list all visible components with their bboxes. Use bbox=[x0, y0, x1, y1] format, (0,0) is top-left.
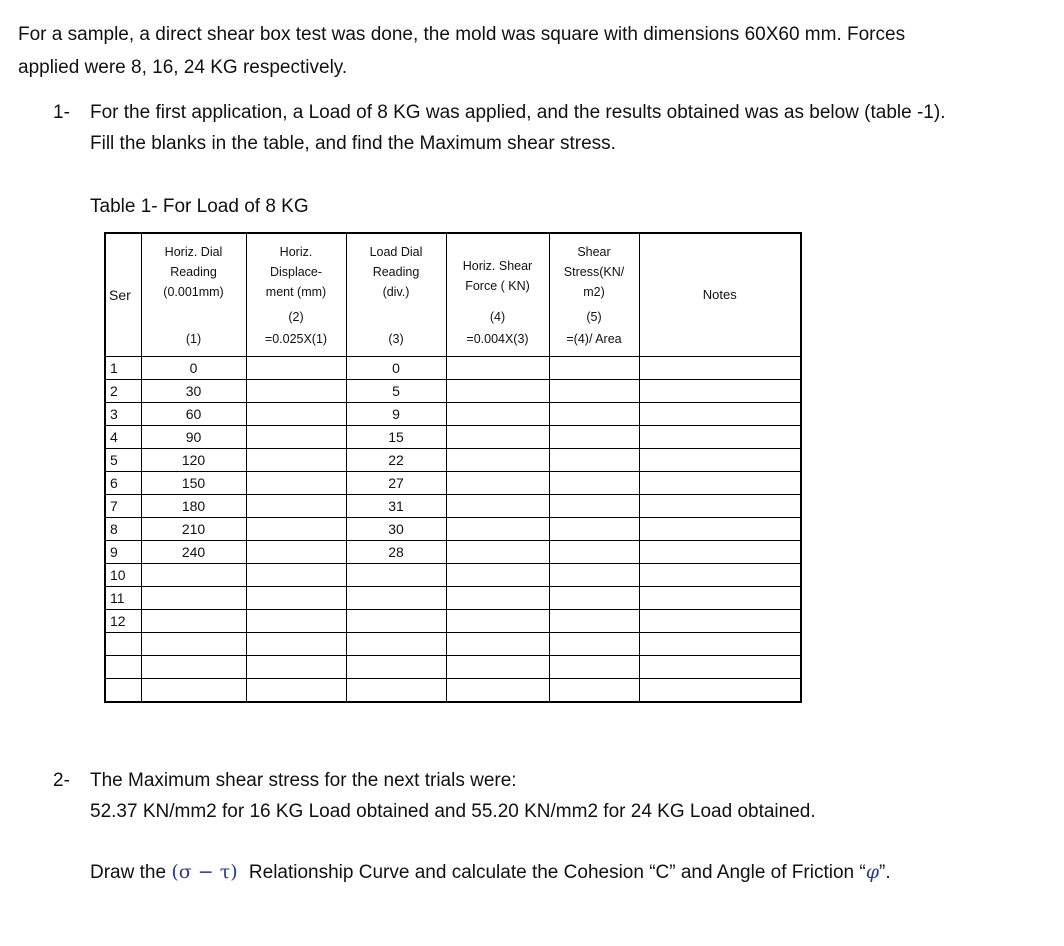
cell-ser bbox=[105, 679, 141, 703]
cell-shear-force bbox=[446, 587, 549, 610]
cell-notes bbox=[639, 403, 801, 426]
header-displacement bbox=[246, 233, 346, 357]
cell-load-dial bbox=[346, 564, 446, 587]
cell-notes bbox=[639, 541, 801, 564]
cell-load-dial bbox=[346, 679, 446, 703]
cell-load-dial: 0 bbox=[346, 357, 446, 380]
question-2-draw-instruction bbox=[90, 861, 891, 884]
header-horiz-dial-label: Horiz. Dial Reading (0.001mm) bbox=[163, 245, 224, 299]
cell-ser bbox=[105, 656, 141, 679]
cell-horiz-dial: 90 bbox=[141, 426, 246, 449]
cell-load-dial: 22 bbox=[346, 449, 446, 472]
cell-shear-force bbox=[446, 679, 549, 703]
cell-notes bbox=[639, 656, 801, 679]
cell-shear-stress bbox=[549, 449, 639, 472]
header-ser: Ser bbox=[105, 233, 141, 357]
table-row bbox=[105, 587, 801, 610]
cell-shear-force bbox=[446, 472, 549, 495]
cell-shear-force bbox=[446, 633, 549, 656]
table-caption: Table 1- For Load of 8 KG bbox=[90, 196, 309, 217]
table-row bbox=[105, 610, 801, 633]
cell-ser: 10 bbox=[105, 564, 141, 587]
cell-notes bbox=[639, 357, 801, 380]
cell-load-dial: 31 bbox=[346, 495, 446, 518]
cell-horiz-dial bbox=[141, 587, 246, 610]
cell-horiz-dial: 210 bbox=[141, 518, 246, 541]
cell-horiz-dial: 30 bbox=[141, 380, 246, 403]
cell-ser: 8 bbox=[105, 518, 141, 541]
cell-horiz-dial: 180 bbox=[141, 495, 246, 518]
phi-symbol: φ bbox=[865, 861, 879, 883]
header-shear-force bbox=[446, 233, 549, 357]
cell-shear-force bbox=[446, 541, 549, 564]
table-row bbox=[105, 449, 801, 472]
cell-notes bbox=[639, 564, 801, 587]
table-row bbox=[105, 472, 801, 495]
cell-shear-stress bbox=[549, 541, 639, 564]
header-load-dial-label: Load Dial Reading (div.) bbox=[369, 245, 423, 299]
table-row bbox=[105, 564, 801, 587]
cell-notes bbox=[639, 679, 801, 703]
header-displacement-sub: (2) bbox=[288, 310, 304, 324]
cell-displacement bbox=[246, 449, 346, 472]
cell-notes bbox=[639, 472, 801, 495]
cell-load-dial bbox=[346, 633, 446, 656]
cell-displacement bbox=[246, 564, 346, 587]
cell-displacement bbox=[246, 518, 346, 541]
question-2-line-2: 52.37 KN/mm2 for 16 KG Load obtained and 55.20 KN/mm2 for 24 KG Load obtained. bbox=[90, 801, 816, 822]
cell-horiz-dial: 60 bbox=[141, 403, 246, 426]
header-shear-stress-formula: =(4)/ Area bbox=[566, 332, 622, 346]
table-row bbox=[105, 380, 801, 403]
header-load-dial bbox=[346, 233, 446, 357]
header-shear-stress bbox=[549, 233, 639, 357]
table-row bbox=[105, 656, 801, 679]
cell-displacement bbox=[246, 357, 346, 380]
cell-ser: 1 bbox=[105, 357, 141, 380]
cell-shear-force bbox=[446, 518, 549, 541]
header-shear-force-sub: (4) bbox=[489, 310, 506, 324]
cell-ser: 7 bbox=[105, 495, 141, 518]
intro-line-2: applied were 8, 16, 24 KG respectively. bbox=[18, 57, 348, 78]
cell-load-dial: 15 bbox=[346, 426, 446, 449]
cell-notes bbox=[639, 518, 801, 541]
header-displacement-formula: =0.025X(1) bbox=[264, 332, 328, 346]
cell-displacement bbox=[246, 587, 346, 610]
cell-ser: 12 bbox=[105, 610, 141, 633]
cell-shear-force bbox=[446, 495, 549, 518]
cell-displacement bbox=[246, 495, 346, 518]
question-1-line-2: Fill the blanks in the table, and find the Maximum shear stress. bbox=[90, 133, 616, 154]
cell-displacement bbox=[246, 541, 346, 564]
draw-suffix-2: ”. bbox=[879, 862, 891, 883]
cell-displacement bbox=[246, 610, 346, 633]
draw-suffix-1: Relationship Curve and calculate the Cohesion “C” and Angle of Friction “ bbox=[248, 862, 866, 883]
cell-shear-stress bbox=[549, 679, 639, 703]
table-body bbox=[105, 357, 801, 703]
cell-shear-stress bbox=[549, 610, 639, 633]
cell-shear-force bbox=[446, 357, 549, 380]
cell-notes bbox=[639, 426, 801, 449]
cell-ser: 5 bbox=[105, 449, 141, 472]
cell-ser: 3 bbox=[105, 403, 141, 426]
cell-shear-stress bbox=[549, 472, 639, 495]
header-shear-force-label: Horiz. Shear Force ( KN) bbox=[462, 259, 533, 293]
cell-shear-stress bbox=[549, 656, 639, 679]
cell-shear-stress bbox=[549, 403, 639, 426]
sigma-tau-symbol: (σ − τ) bbox=[171, 861, 238, 883]
table-row bbox=[105, 426, 801, 449]
header-displacement-label: Horiz. Displace-ment (mm) bbox=[265, 245, 327, 299]
table-row bbox=[105, 679, 801, 703]
cell-shear-force bbox=[446, 449, 549, 472]
cell-load-dial: 30 bbox=[346, 518, 446, 541]
header-horiz-dial-sub: (1) bbox=[185, 332, 202, 346]
cell-horiz-dial bbox=[141, 679, 246, 703]
question-2-number: 2- bbox=[53, 770, 70, 791]
cell-load-dial bbox=[346, 587, 446, 610]
question-1 bbox=[53, 97, 1053, 163]
table-row bbox=[105, 357, 801, 380]
header-load-dial-sub: (3) bbox=[388, 332, 404, 346]
cell-shear-stress bbox=[549, 357, 639, 380]
cell-load-dial: 9 bbox=[346, 403, 446, 426]
cell-shear-force bbox=[446, 564, 549, 587]
cell-ser: 6 bbox=[105, 472, 141, 495]
header-notes: Notes bbox=[639, 233, 801, 357]
cell-notes bbox=[639, 495, 801, 518]
cell-displacement bbox=[246, 472, 346, 495]
question-1-line-1: For the first application, a Load of 8 KG was applied, and the results obtained was as below (table -1). bbox=[90, 102, 946, 123]
header-shear-stress-label: Shear Stress(KN/ m2) bbox=[563, 245, 625, 299]
header-horiz-dial bbox=[141, 233, 246, 357]
table-row bbox=[105, 495, 801, 518]
cell-shear-force bbox=[446, 610, 549, 633]
cell-ser: 11 bbox=[105, 587, 141, 610]
cell-horiz-dial: 120 bbox=[141, 449, 246, 472]
cell-displacement bbox=[246, 679, 346, 703]
cell-notes bbox=[639, 633, 801, 656]
cell-shear-stress bbox=[549, 518, 639, 541]
shear-test-table bbox=[104, 232, 802, 703]
cell-horiz-dial: 240 bbox=[141, 541, 246, 564]
cell-ser: 9 bbox=[105, 541, 141, 564]
intro-paragraph bbox=[18, 18, 1048, 84]
question-1-number: 1- bbox=[53, 102, 70, 123]
cell-notes bbox=[639, 610, 801, 633]
cell-notes bbox=[639, 587, 801, 610]
question-2 bbox=[53, 765, 1053, 831]
cell-shear-force bbox=[446, 426, 549, 449]
cell-horiz-dial bbox=[141, 564, 246, 587]
cell-displacement bbox=[246, 380, 346, 403]
cell-shear-force bbox=[446, 380, 549, 403]
cell-load-dial bbox=[346, 610, 446, 633]
cell-load-dial bbox=[346, 656, 446, 679]
cell-horiz-dial: 150 bbox=[141, 472, 246, 495]
question-2-line-1: The Maximum shear stress for the next trials were: bbox=[90, 770, 517, 791]
cell-shear-stress bbox=[549, 426, 639, 449]
cell-displacement bbox=[246, 426, 346, 449]
cell-horiz-dial bbox=[141, 633, 246, 656]
cell-notes bbox=[639, 449, 801, 472]
cell-displacement bbox=[246, 633, 346, 656]
draw-prefix: Draw the bbox=[90, 862, 167, 883]
table-row bbox=[105, 518, 801, 541]
table-row bbox=[105, 541, 801, 564]
table-header-row bbox=[105, 233, 801, 357]
question-2-text bbox=[90, 765, 816, 827]
question-1-text bbox=[90, 97, 945, 159]
cell-shear-force bbox=[446, 656, 549, 679]
cell-shear-stress bbox=[549, 564, 639, 587]
cell-displacement bbox=[246, 403, 346, 426]
header-shear-force-formula: =0.004X(3) bbox=[466, 332, 529, 346]
cell-shear-stress bbox=[549, 380, 639, 403]
cell-ser bbox=[105, 633, 141, 656]
cell-shear-force bbox=[446, 403, 549, 426]
cell-displacement bbox=[246, 656, 346, 679]
table-row bbox=[105, 633, 801, 656]
cell-notes bbox=[639, 380, 801, 403]
cell-shear-stress bbox=[549, 587, 639, 610]
header-shear-stress-sub: (5) bbox=[586, 310, 602, 324]
table-row bbox=[105, 403, 801, 426]
cell-shear-stress bbox=[549, 495, 639, 518]
intro-line-1: For a sample, a direct shear box test was done, the mold was square with dimensions 60X60 mm. Forces bbox=[18, 24, 906, 45]
cell-load-dial: 27 bbox=[346, 472, 446, 495]
cell-horiz-dial bbox=[141, 610, 246, 633]
cell-ser: 2 bbox=[105, 380, 141, 403]
cell-horiz-dial bbox=[141, 656, 246, 679]
cell-horiz-dial: 0 bbox=[141, 357, 246, 380]
cell-ser: 4 bbox=[105, 426, 141, 449]
cell-shear-stress bbox=[549, 633, 639, 656]
cell-load-dial: 5 bbox=[346, 380, 446, 403]
cell-load-dial: 28 bbox=[346, 541, 446, 564]
